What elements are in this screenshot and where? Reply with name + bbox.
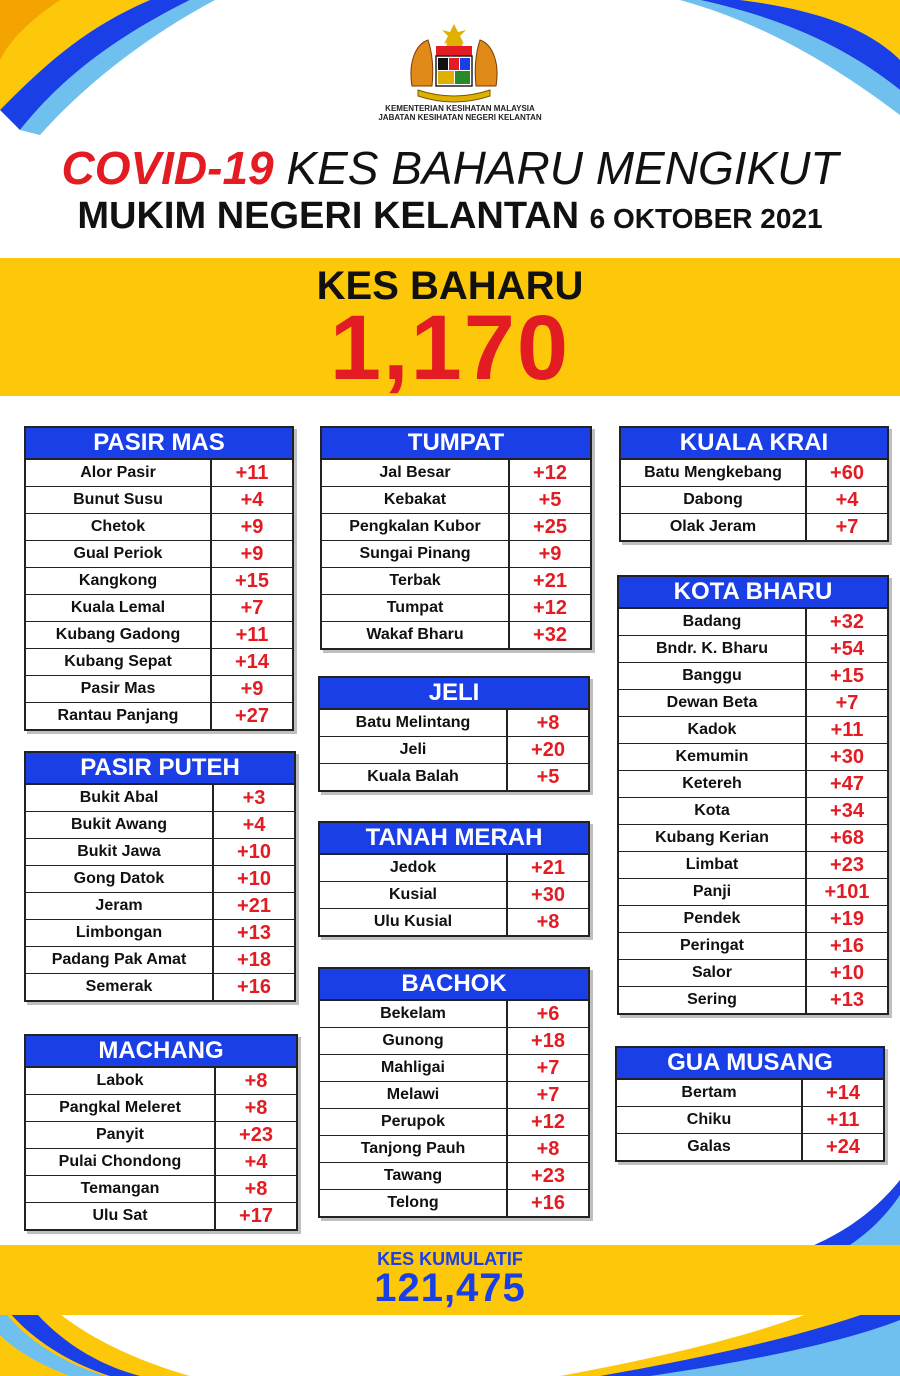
- mukim-name: Badang: [619, 609, 807, 635]
- case-count: +4: [240, 489, 264, 511]
- mukim-name: Kusial: [320, 882, 508, 908]
- mukim-name: Kuala Lemal: [26, 595, 212, 621]
- mukim-name: Galas: [617, 1134, 803, 1160]
- ministry-line-1: KEMENTERIAN KESIHATAN MALAYSIA: [385, 104, 535, 113]
- mukim-name: Pulai Chondong: [26, 1149, 216, 1175]
- table-row: [619, 744, 887, 771]
- mukim-name: Jedok: [320, 855, 508, 881]
- table-row: [619, 960, 887, 987]
- case-count: +10: [830, 962, 864, 984]
- case-count: +16: [531, 1192, 565, 1214]
- district-tumpat: [320, 426, 592, 650]
- case-count: +30: [830, 746, 864, 768]
- mukim-name: Bekelam: [320, 1001, 508, 1027]
- district-gua-musang: [615, 1046, 885, 1162]
- case-count: +7: [240, 597, 264, 619]
- case-count: +32: [533, 624, 567, 646]
- mukim-name: Telong: [320, 1190, 508, 1216]
- mukim-name: Salor: [619, 960, 807, 986]
- mukim-name: Tawang: [320, 1163, 508, 1189]
- table-row: [619, 798, 887, 825]
- case-count: +8: [244, 1097, 268, 1119]
- mukim-name: Kota: [619, 798, 807, 824]
- table-row: [619, 933, 887, 960]
- case-count: +12: [531, 1111, 565, 1133]
- mukim-name: Ulu Sat: [26, 1203, 216, 1229]
- case-count: +9: [240, 678, 264, 700]
- mukim-name: Limbat: [619, 852, 807, 878]
- district-tanah-merah: [318, 821, 590, 937]
- district-title: PASIR MAS: [26, 428, 292, 460]
- case-count: +18: [237, 949, 271, 971]
- table-row: [617, 1134, 883, 1160]
- case-count: +34: [830, 800, 864, 822]
- case-count: +32: [830, 611, 864, 633]
- table-row: [26, 785, 294, 812]
- table-row: [322, 514, 590, 541]
- case-count: +7: [835, 692, 859, 714]
- table-row: [619, 987, 887, 1013]
- mukim-name: Panji: [619, 879, 807, 905]
- case-count: +8: [244, 1178, 268, 1200]
- district-kuala-krai: [619, 426, 889, 542]
- table-row: [26, 676, 292, 703]
- coat-of-arms-logo: [398, 22, 510, 104]
- table-row: [320, 1001, 588, 1028]
- mukim-name: Kubang Gadong: [26, 622, 212, 648]
- case-count: +14: [235, 651, 269, 673]
- table-row: [26, 703, 292, 729]
- district-title: PASIR PUTEH: [26, 753, 294, 785]
- table-row: [619, 906, 887, 933]
- table-row: [320, 764, 588, 790]
- case-count: +15: [235, 570, 269, 592]
- table-row: [619, 663, 887, 690]
- table-row: [320, 909, 588, 935]
- case-count: +14: [826, 1082, 860, 1104]
- case-count: +27: [235, 705, 269, 727]
- mukim-name: Dewan Beta: [619, 690, 807, 716]
- table-row: [322, 568, 590, 595]
- case-count: +17: [239, 1205, 273, 1227]
- report-date: 6 OKTOBER 2021: [589, 203, 823, 234]
- new-cases-value: 1,170: [329, 297, 571, 399]
- title-covid: COVID-19: [61, 142, 274, 194]
- case-count: +23: [830, 854, 864, 876]
- case-count: +19: [830, 908, 864, 930]
- table-row: [26, 1095, 296, 1122]
- table-row: [621, 514, 887, 540]
- case-count: +6: [536, 1003, 560, 1025]
- case-count: +16: [830, 935, 864, 957]
- mukim-name: Tumpat: [322, 595, 510, 621]
- table-row: [322, 460, 590, 487]
- table-row: [320, 737, 588, 764]
- case-count: +16: [237, 976, 271, 998]
- district-machang: [24, 1034, 298, 1231]
- table-row: [320, 1190, 588, 1216]
- table-row: [322, 622, 590, 648]
- case-count: +5: [538, 489, 562, 511]
- case-count: +8: [244, 1070, 268, 1092]
- mukim-name: Sungai Pinang: [322, 541, 510, 567]
- table-row: [26, 920, 294, 947]
- mukim-name: Mahligai: [320, 1055, 508, 1081]
- table-row: [619, 636, 887, 663]
- mukim-name: Limbongan: [26, 920, 214, 946]
- page-subtitle: [0, 192, 900, 243]
- case-count: +54: [830, 638, 864, 660]
- case-count: +12: [533, 597, 567, 619]
- case-count: +8: [536, 1138, 560, 1160]
- case-count: +9: [538, 543, 562, 565]
- mukim-name: Kangkong: [26, 568, 212, 594]
- table-row: [320, 855, 588, 882]
- table-row: [26, 839, 294, 866]
- case-count: +23: [531, 1165, 565, 1187]
- case-count: +18: [531, 1030, 565, 1052]
- table-row: [322, 487, 590, 514]
- table-row: [320, 710, 588, 737]
- table-row: [26, 1203, 296, 1229]
- cumulative-label: KES KUMULATIF: [377, 1249, 523, 1269]
- mukim-name: Jeli: [320, 737, 508, 763]
- case-count: +10: [237, 868, 271, 890]
- district-title: KOTA BHARU: [619, 577, 887, 609]
- table-row: [617, 1080, 883, 1107]
- table-row: [619, 879, 887, 906]
- mukim-name: Pasir Mas: [26, 676, 212, 702]
- district-kota-bharu: [617, 575, 889, 1015]
- case-count: +21: [531, 857, 565, 879]
- mukim-name: Kebakat: [322, 487, 510, 513]
- table-row: [619, 717, 887, 744]
- mukim-name: Alor Pasir: [26, 460, 212, 486]
- case-count: +21: [533, 570, 567, 592]
- table-row: [320, 1136, 588, 1163]
- table-row: [26, 622, 292, 649]
- case-count: +25: [533, 516, 567, 538]
- mukim-name: Rantau Panjang: [26, 703, 212, 729]
- page-title: [0, 140, 900, 196]
- table-row: [26, 460, 292, 487]
- table-row: [322, 595, 590, 622]
- table-row: [320, 1055, 588, 1082]
- mukim-name: Pangkal Meleret: [26, 1095, 216, 1121]
- case-count: +23: [239, 1124, 273, 1146]
- district-title: TANAH MERAH: [320, 823, 588, 855]
- table-row: [619, 825, 887, 852]
- case-count: +8: [536, 712, 560, 734]
- table-row: [617, 1107, 883, 1134]
- mukim-name: Banggu: [619, 663, 807, 689]
- mukim-name: Sering: [619, 987, 807, 1013]
- mukim-name: Kuala Balah: [320, 764, 508, 790]
- table-row: [322, 541, 590, 568]
- table-row: [26, 974, 294, 1000]
- mukim-name: Pendek: [619, 906, 807, 932]
- table-row: [26, 541, 292, 568]
- mukim-name: Terbak: [322, 568, 510, 594]
- mukim-name: Jeram: [26, 893, 214, 919]
- cumulative-value: 121,475: [374, 1266, 526, 1310]
- case-count: +9: [240, 543, 264, 565]
- mukim-name: Kemumin: [619, 744, 807, 770]
- mukim-name: Chiku: [617, 1107, 803, 1133]
- case-count: +60: [830, 462, 864, 484]
- table-row: [26, 947, 294, 974]
- case-count: +11: [830, 719, 864, 741]
- mukim-name: Jal Besar: [322, 460, 510, 486]
- table-row: [26, 812, 294, 839]
- district-title: MACHANG: [26, 1036, 296, 1068]
- mukim-name: Bukit Jawa: [26, 839, 214, 865]
- case-count: +13: [830, 989, 864, 1011]
- table-row: [619, 852, 887, 879]
- case-count: +4: [835, 489, 859, 511]
- district-title: GUA MUSANG: [617, 1048, 883, 1080]
- district-title: JELI: [320, 678, 588, 710]
- mukim-name: Gunong: [320, 1028, 508, 1054]
- case-count: +47: [830, 773, 864, 795]
- case-count: +3: [242, 787, 266, 809]
- case-count: +8: [536, 911, 560, 933]
- mukim-name: Olak Jeram: [621, 514, 807, 540]
- table-row: [320, 1082, 588, 1109]
- mukim-name: Bndr. K. Bharu: [619, 636, 807, 662]
- table-row: [320, 1109, 588, 1136]
- mukim-name: Bunut Susu: [26, 487, 212, 513]
- ministry-line-2: JABATAN KESIHATAN NEGERI KELANTAN: [378, 113, 542, 122]
- case-count: +9: [240, 516, 264, 538]
- mukim-name: Batu Mengkebang: [621, 460, 807, 486]
- mukim-name: Wakaf Bharu: [322, 622, 510, 648]
- mukim-name: Padang Pak Amat: [26, 947, 214, 973]
- table-row: [26, 514, 292, 541]
- district-title: TUMPAT: [322, 428, 590, 460]
- case-count: +7: [536, 1057, 560, 1079]
- title-rest: KES BAHARU MENGIKUT: [286, 142, 839, 194]
- table-row: [26, 568, 292, 595]
- mukim-name: Pengkalan Kubor: [322, 514, 510, 540]
- case-count: +10: [237, 841, 271, 863]
- case-count: +24: [826, 1136, 860, 1158]
- table-row: [619, 609, 887, 636]
- case-count: +30: [531, 884, 565, 906]
- table-row: [320, 882, 588, 909]
- mukim-name: Ulu Kusial: [320, 909, 508, 935]
- table-row: [320, 1028, 588, 1055]
- table-row: [26, 487, 292, 514]
- mukim-name: Labok: [26, 1068, 216, 1094]
- subtitle-text: MUKIM NEGERI KELANTAN: [77, 195, 580, 237]
- case-count: +4: [244, 1151, 268, 1173]
- case-count: +15: [830, 665, 864, 687]
- table-row: [320, 1163, 588, 1190]
- mukim-name: Panyit: [26, 1122, 216, 1148]
- table-row: [26, 893, 294, 920]
- case-count: +11: [826, 1109, 860, 1131]
- mukim-name: Ketereh: [619, 771, 807, 797]
- table-row: [26, 1149, 296, 1176]
- district-bachok: [318, 967, 590, 1218]
- table-row: [26, 1122, 296, 1149]
- case-count: +101: [824, 881, 870, 903]
- case-count: +20: [531, 739, 565, 761]
- table-row: [621, 460, 887, 487]
- mukim-name: Dabong: [621, 487, 807, 513]
- mukim-name: Melawi: [320, 1082, 508, 1108]
- new-cases-label: KES BAHARU: [316, 264, 584, 308]
- district-title: BACHOK: [320, 969, 588, 1001]
- mukim-name: Perupok: [320, 1109, 508, 1135]
- case-count: +7: [536, 1084, 560, 1106]
- case-count: +21: [237, 895, 271, 917]
- case-count: +12: [533, 462, 567, 484]
- district-jeli: [318, 676, 590, 792]
- mukim-name: Bukit Abal: [26, 785, 214, 811]
- mukim-name: Gong Datok: [26, 866, 214, 892]
- mukim-name: Tanjong Pauh: [320, 1136, 508, 1162]
- table-row: [26, 1176, 296, 1203]
- case-count: +7: [835, 516, 859, 538]
- district-pasir-puteh: [24, 751, 296, 1002]
- district-title: KUALA KRAI: [621, 428, 887, 460]
- mukim-name: Semerak: [26, 974, 214, 1000]
- table-row: [26, 1068, 296, 1095]
- table-row: [26, 649, 292, 676]
- table-row: [619, 771, 887, 798]
- table-row: [26, 866, 294, 893]
- mukim-name: Kubang Sepat: [26, 649, 212, 675]
- case-count: +68: [830, 827, 864, 849]
- case-count: +11: [235, 462, 269, 484]
- case-count: +11: [235, 624, 269, 646]
- mukim-name: Bertam: [617, 1080, 803, 1106]
- district-pasir-mas: [24, 426, 294, 731]
- table-row: [26, 595, 292, 622]
- table-row: [621, 487, 887, 514]
- mukim-name: Kadok: [619, 717, 807, 743]
- mukim-name: Chetok: [26, 514, 212, 540]
- mukim-name: Peringat: [619, 933, 807, 959]
- case-count: +13: [237, 922, 271, 944]
- mukim-name: Temangan: [26, 1176, 216, 1202]
- mukim-name: Gual Periok: [26, 541, 212, 567]
- case-count: +4: [242, 814, 266, 836]
- mukim-name: Kubang Kerian: [619, 825, 807, 851]
- table-row: [619, 690, 887, 717]
- mukim-name: Bukit Awang: [26, 812, 214, 838]
- case-count: +5: [536, 766, 560, 788]
- mukim-name: Batu Melintang: [320, 710, 508, 736]
